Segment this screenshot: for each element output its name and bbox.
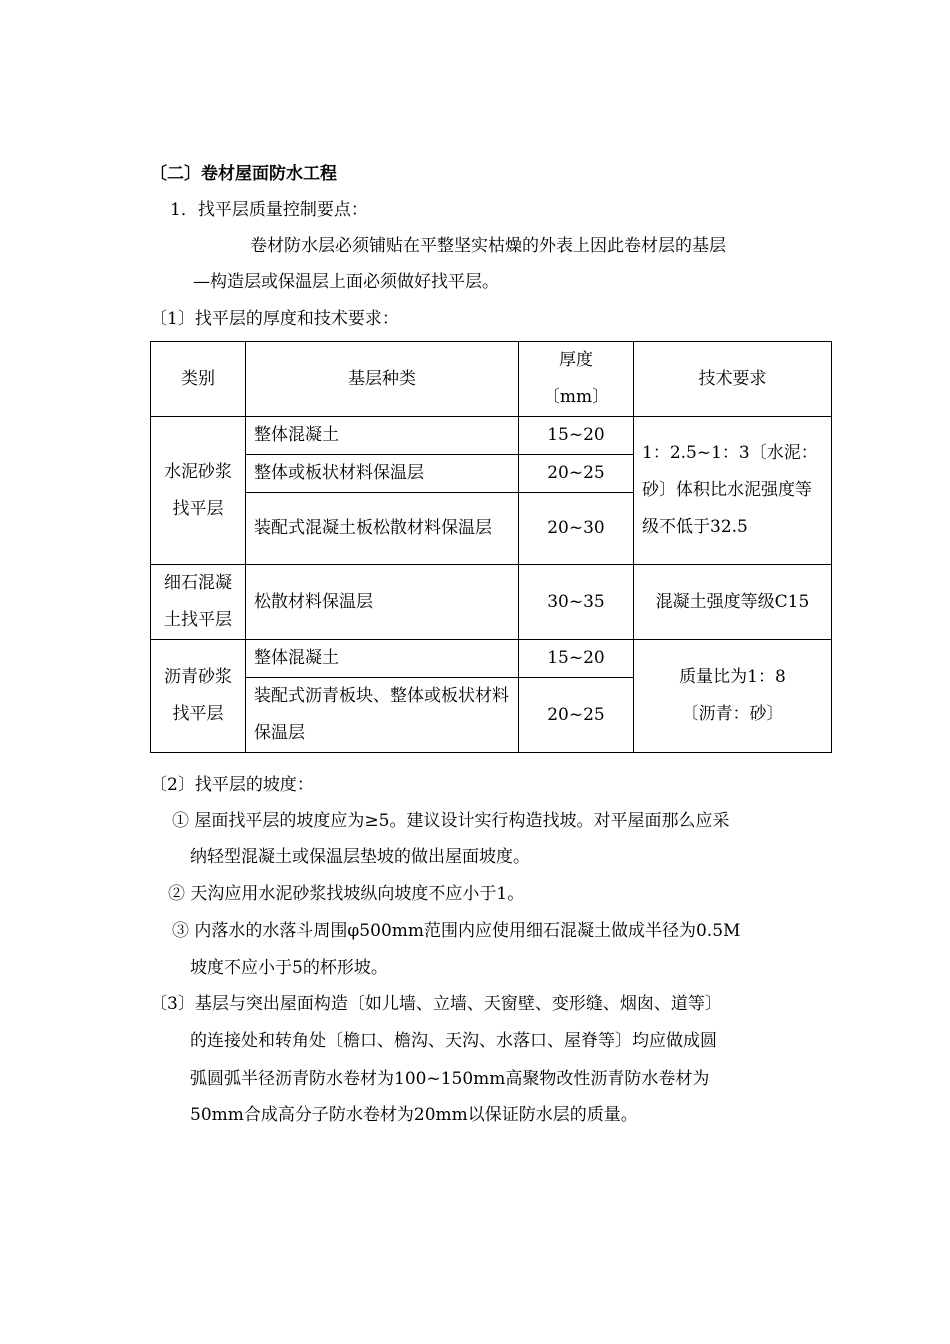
thickness-cell: 15~20 (519, 417, 634, 455)
base-cell: 整体混凝土 (246, 640, 519, 678)
table-row (151, 565, 832, 640)
base-cell: 装配式沥青板块、整体或板状材料保温层 (246, 678, 519, 753)
slope-item-3-line-1: ③ 内落水的水落斗周围φ500mm范围内应使用细石混凝土做成半径为0.5M (172, 921, 741, 941)
intro-line-1: 卷材防水层必须铺贴在平整坚实枯燥的外表上因此卷材层的基层 (250, 236, 726, 256)
thickness-cell: 20~25 (519, 455, 634, 493)
junction-para-line-1: 〔3〕基层与突出屋面构造〔如儿墙、立墙、天窗壁、变形缝、烟囱、道等〕 (150, 994, 722, 1014)
header-category: 类别 (151, 342, 246, 417)
table-header-row (151, 342, 832, 417)
tech-fine-concrete: 混凝土强度等级C15 (634, 565, 832, 640)
slope-item-2: ② 天沟应用水泥砂浆找坡纵向坡度不应小于1。 (168, 884, 525, 904)
header-base-type: 基层种类 (246, 342, 519, 417)
thickness-cell: 15~20 (519, 640, 634, 678)
slope-section-title: 〔2〕找平层的坡度： (150, 775, 314, 795)
thickness-requirements-table (150, 341, 832, 753)
tech-asphalt-mortar: 质量比为1：8〔沥青：砂〕 (634, 640, 832, 753)
junction-para-line-3: 弧圆弧半径沥青防水卷材为100~150mm高聚物改性沥青防水卷材为 (190, 1069, 710, 1089)
base-cell: 整体混凝土 (246, 417, 519, 455)
junction-para-line-4: 50mm合成高分子防水卷材为20mm以保证防水层的质量。 (190, 1105, 638, 1125)
table-row (151, 640, 832, 678)
subsection-title-leveling-quality: 1．找平层质量控制要点： (170, 200, 368, 220)
thickness-cell: 30~35 (519, 565, 634, 640)
tech-cement-mortar: 1：2.5~1：3〔水泥：砂〕体积比水泥强度等级不低于32.5 (634, 417, 832, 565)
table-row (151, 417, 832, 455)
header-thickness: 厚度〔mm〕 (519, 342, 634, 417)
thickness-cell: 20~30 (519, 493, 634, 565)
base-cell: 装配式混凝土板松散材料保温层 (246, 493, 519, 565)
header-tech-req: 技术要求 (634, 342, 832, 417)
category-asphalt-mortar: 沥青砂浆找平层 (151, 640, 246, 753)
category-fine-concrete: 细石混凝土找平层 (151, 565, 246, 640)
slope-item-3-line-2: 坡度不应小于5的杯形坡。 (190, 958, 388, 978)
slope-item-1-line-2: 纳轻型混凝土或保温层垫坡的做出屋面坡度。 (190, 847, 530, 867)
slope-item-1-line-1: ① 屋面找平层的坡度应为≥5。建议设计实行构造找坡。对平屋面那么应采 (172, 811, 730, 831)
section-heading: 〔二〕卷材屋面防水工程 (150, 164, 337, 184)
junction-para-line-2: 的连接处和转角处〔檐口、檐沟、天沟、水落口、屋脊等〕均应做成圆 (190, 1031, 717, 1051)
base-cell: 松散材料保温层 (246, 565, 519, 640)
intro-line-2: —构造层或保温层上面必须做好找平层。 (193, 272, 499, 292)
base-cell: 整体或板状材料保温层 (246, 455, 519, 493)
thickness-cell: 20~25 (519, 678, 634, 753)
table-caption: 〔1〕找平层的厚度和技术要求： (150, 309, 399, 329)
category-cement-mortar: 水泥砂浆找平层 (151, 417, 246, 565)
